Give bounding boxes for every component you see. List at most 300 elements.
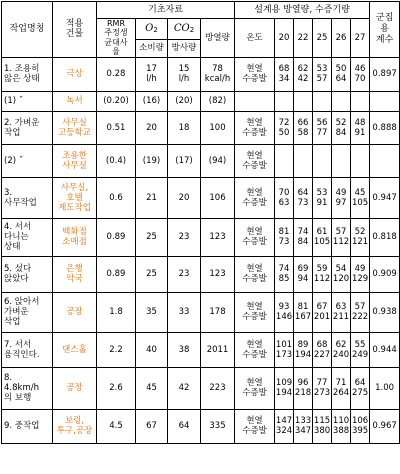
o2-value-line: 45 xyxy=(146,383,157,394)
work-name-line: 4.8km/h xyxy=(4,383,39,394)
applied-building-line: 댄스홀 xyxy=(62,344,87,355)
heat-kind-line: 현열 xyxy=(246,378,263,389)
group-factor-value: 0.818 xyxy=(370,218,400,256)
temp-25-value xyxy=(313,332,332,367)
applied-building-line: 고등학교 xyxy=(58,127,91,138)
heat-kind xyxy=(235,144,275,177)
heat-value xyxy=(201,218,235,256)
work-name-line: 5. 섰다 xyxy=(4,264,32,275)
header-temp-22: 22 xyxy=(294,19,313,58)
work-name xyxy=(2,292,53,332)
heat-value xyxy=(201,332,235,367)
group-factor-value: 0.944 xyxy=(370,332,400,367)
heat-kind xyxy=(235,256,275,292)
heat-value-line: 2011 xyxy=(206,344,229,355)
temp-20-value xyxy=(275,218,294,256)
heat-value-line: 123 xyxy=(209,232,226,243)
co2-value-line: 18 xyxy=(178,122,190,133)
heat-kind-line: 수증발 xyxy=(242,197,267,208)
temp-20-value-line: 50 xyxy=(278,127,290,138)
temp-27-value xyxy=(351,91,370,111)
temp-25-value xyxy=(313,409,332,443)
co2-value-line: 42 xyxy=(178,383,190,394)
table-row xyxy=(2,144,400,177)
temp-25-value-line: 201 xyxy=(313,312,331,323)
o2-value-line: 25 xyxy=(146,269,157,280)
o2-value xyxy=(136,409,168,443)
work-name-line: 작업 xyxy=(4,127,21,138)
temp-25-value-line: 91 xyxy=(316,197,328,208)
header-temp-20: 20 xyxy=(275,19,294,58)
applied-building xyxy=(53,332,97,367)
heat-value-line: 100 xyxy=(209,122,226,133)
temp-26-value-line: 112 xyxy=(332,237,350,248)
temp-27-value xyxy=(351,111,370,144)
applied-building xyxy=(53,367,97,409)
applied-building xyxy=(53,218,97,256)
co2-value-line: 20 xyxy=(178,192,190,203)
applied-building-line: 사무실 xyxy=(62,117,87,128)
heat-kind-line: 현열 xyxy=(246,150,263,161)
o2-value-line: 20 xyxy=(146,122,157,133)
table-row xyxy=(2,218,400,256)
header-design-heat: 설계용 방열량, 수증기량 xyxy=(235,2,370,19)
rmr-value: 2.2 xyxy=(97,332,136,367)
temp-22-value-line: 347 xyxy=(294,426,312,437)
work-name xyxy=(2,111,53,144)
applied-building xyxy=(53,57,97,91)
temp-26-value xyxy=(332,256,351,292)
rmr-value: 0.89 xyxy=(97,256,136,292)
o2-value-line: 17 xyxy=(146,64,157,75)
work-name-line: 앉았다 xyxy=(4,274,29,285)
temp-20-value-line: 146 xyxy=(275,312,293,323)
heat-value-line: 78 xyxy=(212,64,223,75)
table-row xyxy=(2,332,400,367)
o2-value xyxy=(136,177,168,218)
header-rmr-line: 균대사 xyxy=(104,37,128,47)
temp-26-value-line: 57 xyxy=(335,227,347,238)
temp-27-value-line: 395 xyxy=(351,426,369,437)
temp-26-value-line: 71 xyxy=(335,378,347,389)
group-factor-value: 0.938 xyxy=(370,292,400,332)
work-name-line: 3. xyxy=(4,187,13,198)
heat-value xyxy=(201,367,235,409)
heat-value-line: 123 xyxy=(209,269,226,280)
work-name-line: 않은 상태 xyxy=(4,74,40,85)
temp-27-value xyxy=(351,332,370,367)
temp-22-value-line: 133 xyxy=(294,416,312,427)
temp-26-value-line: 52 xyxy=(335,117,347,128)
temp-27-value-line: 46 xyxy=(354,64,366,75)
heat-kind-line: 현열 xyxy=(246,227,263,238)
work-name-line: (2) ˝ xyxy=(4,155,23,166)
heat-kind-line: 수증발 xyxy=(242,160,267,171)
group-factor-value xyxy=(370,91,400,111)
temp-22-value-line: 64 xyxy=(297,187,309,198)
applied-building xyxy=(53,177,97,218)
o2-value-line: 40 xyxy=(146,344,157,355)
heat-kind xyxy=(235,218,275,256)
applied-building xyxy=(53,292,97,332)
temp-22-value-line: 96 xyxy=(297,378,309,389)
temp-27-value-line: 70 xyxy=(354,74,366,85)
heat-kind xyxy=(235,409,275,443)
header-o2-symbol xyxy=(136,19,168,40)
o2-value xyxy=(136,57,168,91)
heat-value xyxy=(201,57,235,91)
header-co2-label: 방사량 xyxy=(168,39,201,57)
applied-building-line: 녹서 xyxy=(66,96,83,107)
temp-20-value xyxy=(275,111,294,144)
applied-building-line: 제도작업 xyxy=(58,202,91,213)
o2-value xyxy=(136,292,168,332)
header-o2-label: 소비량 xyxy=(136,39,168,57)
co2-value-line: (17) xyxy=(175,155,193,166)
heat-value xyxy=(201,409,235,443)
group-factor-value: 1.00 xyxy=(370,367,400,409)
temp-27-value xyxy=(351,367,370,409)
heat-kind xyxy=(235,292,275,332)
temp-27-value xyxy=(351,292,370,332)
applied-building-line: 은행 xyxy=(66,264,83,275)
heat-kind xyxy=(235,111,275,144)
temp-27-value-line: 222 xyxy=(351,312,369,323)
applied-building-line: 호텔 xyxy=(66,192,83,203)
o2-value xyxy=(136,111,168,144)
temp-22-value xyxy=(294,57,313,91)
temp-27-value-line: 52 xyxy=(354,227,366,238)
header-work-name: 작업명칭 xyxy=(2,2,53,58)
applied-building-line: 조용한 xyxy=(62,150,87,161)
work-name-line: 8. xyxy=(4,373,13,384)
temp-20-value xyxy=(275,409,294,443)
group-factor-value: 0.909 xyxy=(370,256,400,292)
applied-building xyxy=(53,144,97,177)
temp-22-value xyxy=(294,218,313,256)
temp-22-value-line: 194 xyxy=(294,349,312,360)
co2-value xyxy=(168,144,201,177)
co2-value-line: 64 xyxy=(178,421,190,432)
temp-26-value-line: 264 xyxy=(332,388,350,399)
co2-value-line: 33 xyxy=(178,307,190,318)
group-factor-value: 0.967 xyxy=(370,409,400,443)
temp-27-value xyxy=(351,177,370,218)
work-name-line: (1) ˝ xyxy=(4,96,23,107)
temp-27-value-line: 275 xyxy=(351,388,369,399)
temp-27-value-line: 55 xyxy=(354,339,366,350)
temp-20-value-line: 85 xyxy=(278,274,290,285)
temp-26-value-line: 62 xyxy=(335,339,347,350)
temp-25-value xyxy=(313,57,332,91)
heat-value-line: 106 xyxy=(209,192,226,203)
temp-26-value-line: 388 xyxy=(332,426,350,437)
temp-25-value xyxy=(313,144,332,177)
work-name-line: 2. 가벼운 xyxy=(4,117,40,128)
temp-25-value-line: 57 xyxy=(316,74,328,85)
co2-value xyxy=(168,91,201,111)
rmr-value: 0.6 xyxy=(97,177,136,218)
temp-20-value-line: 93 xyxy=(278,302,290,313)
temp-27-value-line: 91 xyxy=(354,127,366,138)
header-applied-building-line: 건물 xyxy=(65,29,84,40)
header-heat-emission: 방열량 xyxy=(201,19,235,58)
temp-22-value-line: 89 xyxy=(297,339,309,350)
header-rmr-line: 주정생 xyxy=(104,28,128,38)
temp-22-value xyxy=(294,292,313,332)
heat-kind-line: 수증발 xyxy=(242,312,267,323)
heat-value xyxy=(201,144,235,177)
temp-27-value-line: 57 xyxy=(354,302,366,313)
temp-26-value xyxy=(332,91,351,111)
temp-25-value-line: 273 xyxy=(313,388,331,399)
table-row xyxy=(2,292,400,332)
header-rmr-line: 율 xyxy=(112,47,120,57)
heat-kind xyxy=(235,332,275,367)
co2-value xyxy=(168,367,201,409)
group-factor-value xyxy=(370,144,400,177)
temp-26-value-line: 49 xyxy=(335,187,347,198)
temp-27-value xyxy=(351,409,370,443)
header-temp-27: 27 xyxy=(351,19,370,58)
heat-value-line: kcal/h xyxy=(204,74,231,85)
co2-symbol: CO xyxy=(173,23,190,35)
temp-26-value-line: 110 xyxy=(332,416,350,427)
work-name-line: 9. 중작업 xyxy=(4,421,40,432)
temp-25-value-line: 53 xyxy=(316,187,328,198)
temp-25-value-line: 56 xyxy=(316,117,328,128)
temp-25-value-line: 53 xyxy=(316,64,328,75)
co2-value xyxy=(168,218,201,256)
table-row xyxy=(2,177,400,218)
heat-kind-line: 수증발 xyxy=(242,349,267,360)
temp-27-value-line: 129 xyxy=(351,274,369,285)
o2-value-line: 67 xyxy=(146,421,157,432)
temp-22-value-line: 218 xyxy=(294,388,312,399)
temp-20-value-line: 81 xyxy=(278,227,290,238)
work-name-line: 가벼운 xyxy=(4,307,29,318)
temp-25-value xyxy=(313,218,332,256)
temp-25-value-line: 380 xyxy=(313,426,331,437)
header-rmr-line: RMR xyxy=(106,19,126,28)
temp-25-value-line: 77 xyxy=(316,378,328,389)
group-factor-value: 0.888 xyxy=(370,111,400,144)
work-name xyxy=(2,57,53,91)
o2-value xyxy=(136,91,168,111)
temp-26-value xyxy=(332,367,351,409)
heat-value xyxy=(201,292,235,332)
temp-27-value xyxy=(351,218,370,256)
applied-building-line: 사무실 xyxy=(62,160,87,171)
co2-value xyxy=(168,256,201,292)
heat-value xyxy=(201,256,235,292)
header-group-factor-line: 계수 xyxy=(375,34,394,45)
temp-20-value-line: 324 xyxy=(275,426,293,437)
header-temp-25: 25 xyxy=(313,19,332,58)
temp-25-value xyxy=(313,292,332,332)
co2-value xyxy=(168,292,201,332)
temp-20-value xyxy=(275,144,294,177)
temp-26-value xyxy=(332,57,351,91)
temp-25-value-line: 112 xyxy=(313,274,331,285)
table-row xyxy=(2,409,400,443)
temp-20-value-line: 73 xyxy=(278,237,290,248)
co2-value-line: 23 xyxy=(178,269,190,280)
temp-27-value-line: 105 xyxy=(351,197,369,208)
co2-value xyxy=(168,177,201,218)
co2-value xyxy=(168,332,201,367)
temp-20-value xyxy=(275,91,294,111)
o2-value xyxy=(136,144,168,177)
work-name-line: 7. 서서 xyxy=(4,339,32,350)
co2-value-line: 23 xyxy=(178,232,190,243)
heat-kind-line: 수증발 xyxy=(242,388,267,399)
temp-22-value xyxy=(294,111,313,144)
temp-25-value-line: 61 xyxy=(316,227,328,238)
temp-27-value-line: 64 xyxy=(354,378,366,389)
header-applied-building xyxy=(53,2,97,58)
applied-building-line: 백화점 xyxy=(62,227,87,238)
temp-20-value-line: 72 xyxy=(278,117,290,128)
applied-building-line: 투구,공장 xyxy=(56,426,93,437)
work-name xyxy=(2,218,53,256)
co2-value xyxy=(168,57,201,91)
work-name-line: 의 보행 xyxy=(4,393,32,404)
temp-22-value-line: 81 xyxy=(297,302,309,313)
temp-27-value-line: 106 xyxy=(351,416,369,427)
temp-22-value xyxy=(294,144,313,177)
o2-value-line: (19) xyxy=(142,155,161,166)
temp-20-value xyxy=(275,177,294,218)
temp-26-value-line: 64 xyxy=(335,74,347,85)
work-name-line: 상태 xyxy=(4,242,21,253)
header-co2-symbol xyxy=(168,19,201,40)
temp-20-value-line: 173 xyxy=(275,349,293,360)
heat-value-line: 223 xyxy=(209,383,226,394)
table-row xyxy=(2,91,400,111)
o2-value xyxy=(136,367,168,409)
table-row xyxy=(2,256,400,292)
temp-22-value-line: 84 xyxy=(297,237,309,248)
temp-22-value-line: 73 xyxy=(297,197,309,208)
temp-26-value xyxy=(332,409,351,443)
temp-25-value xyxy=(313,177,332,218)
temp-26-value xyxy=(332,111,351,144)
work-name-line: 4. 서서 xyxy=(4,222,32,233)
work-name-line: 움직인다. xyxy=(4,349,40,360)
table-row xyxy=(2,57,400,91)
temp-26-value xyxy=(332,218,351,256)
temp-22-value xyxy=(294,332,313,367)
temp-26-value-line: 63 xyxy=(335,302,347,313)
table-row xyxy=(2,111,400,144)
heat-kind-line: 현열 xyxy=(246,187,263,198)
temp-27-value xyxy=(351,57,370,91)
applied-building xyxy=(53,111,97,144)
applied-building xyxy=(53,409,97,443)
work-name xyxy=(2,332,53,367)
heat-kind-line: 현열 xyxy=(246,302,263,313)
work-name xyxy=(2,409,53,443)
heat-kind-line: 현열 xyxy=(246,117,263,128)
heat-value-line: (82) xyxy=(208,96,227,107)
header-rmr xyxy=(97,19,136,58)
temp-25-value xyxy=(313,367,332,409)
heat-kind-line: 수증발 xyxy=(242,237,267,248)
rmr-value: (0.20) xyxy=(97,91,136,111)
work-name-line: 삭업 xyxy=(4,317,21,328)
o2-value xyxy=(136,256,168,292)
temp-25-value-line: 115 xyxy=(313,416,331,427)
header-group-factor-line: 군집 xyxy=(375,13,394,24)
header-basic-data: 기초자료 xyxy=(97,2,235,19)
rmr-value: (0.4) xyxy=(97,144,136,177)
work-name-line: 사무작업 xyxy=(4,197,37,208)
applied-building xyxy=(53,91,97,111)
work-name xyxy=(2,256,53,292)
heat-kind-line: 수증발 xyxy=(242,274,267,285)
temp-27-value xyxy=(351,256,370,292)
o2-value-line: 35 xyxy=(146,307,157,318)
temp-22-value xyxy=(294,91,313,111)
header-temperature: 온도 xyxy=(235,19,275,58)
group-factor-value: 0.947 xyxy=(370,177,400,218)
temp-26-value-line: 97 xyxy=(335,197,347,208)
temp-22-value-line: 62 xyxy=(297,64,309,75)
temp-25-value-line: 227 xyxy=(313,349,331,360)
work-name xyxy=(2,144,53,177)
applied-building-line: 공장 xyxy=(66,383,83,394)
applied-building xyxy=(53,256,97,292)
temp-22-value-line: 66 xyxy=(297,117,309,128)
heat-kind-line: 수증발 xyxy=(242,127,267,138)
applied-building-line: 악국 xyxy=(66,274,83,285)
temp-25-value-line: 105 xyxy=(313,237,331,248)
work-name-line: 6. 앉아서 xyxy=(4,297,40,308)
heat-kind xyxy=(235,367,275,409)
applied-building-line: 공장 xyxy=(66,307,83,318)
table-row xyxy=(2,367,400,409)
temp-27-value-line: 249 xyxy=(351,349,369,360)
co2-value-line: 15 xyxy=(178,64,190,75)
group-factor-value: 0.897 xyxy=(370,57,400,91)
rmr-value: 2.6 xyxy=(97,367,136,409)
rmr-value: 1.8 xyxy=(97,292,136,332)
work-name-line: 다니는 xyxy=(4,232,29,243)
header-temp-26: 26 xyxy=(332,19,351,58)
temp-22-value-line: 74 xyxy=(297,227,309,238)
work-name xyxy=(2,177,53,218)
temp-25-value-line: 77 xyxy=(316,127,328,138)
temp-22-value xyxy=(294,367,313,409)
co2-value-line: 38 xyxy=(178,344,190,355)
heat-kind-line: 현열 xyxy=(246,64,263,75)
temp-27-value-line: 48 xyxy=(354,117,366,128)
heat-kind-line: 현열 xyxy=(246,416,263,427)
rmr-value: 4.5 xyxy=(97,409,136,443)
co2-value xyxy=(168,111,201,144)
applied-building-line: 보링, xyxy=(64,416,85,427)
temp-22-value-line: 167 xyxy=(294,312,312,323)
temp-26-value xyxy=(332,144,351,177)
temp-20-value xyxy=(275,57,294,91)
temp-20-value-line: 34 xyxy=(278,74,290,85)
temp-27-value-line: 45 xyxy=(354,187,366,198)
heat-kind-line: 수증발 xyxy=(242,426,267,437)
heat-kind xyxy=(235,177,275,218)
heat-emission-table xyxy=(1,1,400,444)
co2-subscript: 2 xyxy=(189,26,195,35)
